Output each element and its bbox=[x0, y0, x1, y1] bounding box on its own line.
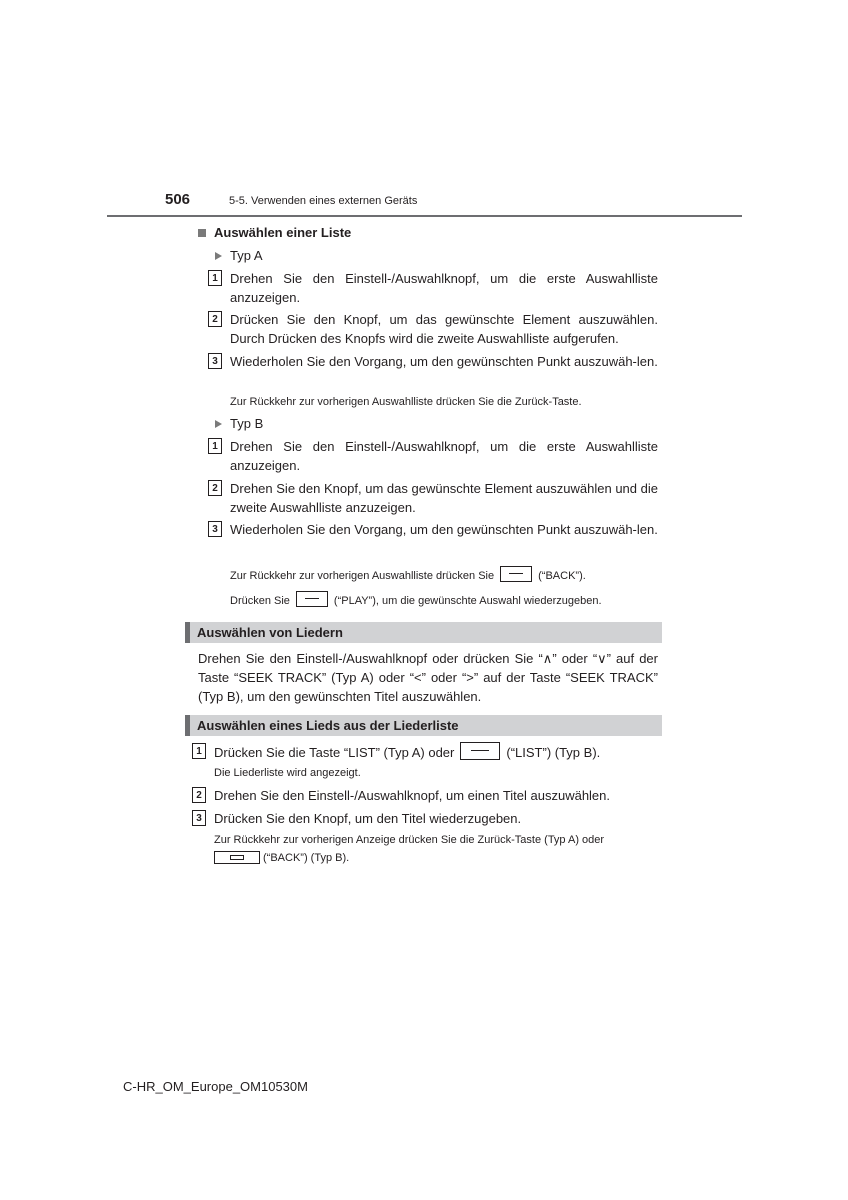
type-b-step-2 bbox=[208, 479, 658, 517]
step-text: Drücken Sie den Knopf, um den Titel wiederzugeben. bbox=[214, 811, 522, 826]
type-a-step-1 bbox=[208, 269, 658, 307]
note-text: Zur Rückkehr zur vorherigen Auswahlliste drücken Sie bbox=[230, 570, 495, 582]
step-text: Drehen Sie den Einstell-/Auswahlknopf, um einen Titel auszuwählen. bbox=[214, 788, 611, 803]
step-number-box: 3 bbox=[208, 353, 222, 369]
type-a-step-3 bbox=[208, 352, 658, 371]
step-text bbox=[214, 742, 662, 762]
list-subheading-text: Auswählen einer Liste bbox=[214, 225, 352, 240]
page-number: 506 bbox=[165, 191, 191, 208]
square-bullet-icon bbox=[198, 229, 206, 237]
songlist-step-2 bbox=[192, 786, 662, 805]
step-text: Drehen Sie den Einstell-/Auswahlknopf, um die erste Auswahlliste anzuzeigen. bbox=[230, 439, 658, 473]
back-button-icon bbox=[214, 851, 260, 864]
step-number-box: 3 bbox=[208, 521, 222, 537]
list-subheading bbox=[198, 225, 351, 240]
list-button-icon bbox=[460, 742, 500, 760]
note-text: (“BACK”). bbox=[538, 570, 586, 582]
step-number-box: 2 bbox=[192, 787, 206, 803]
step-text: Drücken Sie den Knopf, um das gewünschte Element auszuwählen. Durch Drücken des Knopfs wird die zweite Auswahlliste aufgerufen. bbox=[230, 312, 658, 346]
step-text: Drehen Sie den Einstell-/Auswahlknopf, um die erste Auswahlliste anzuzeigen. bbox=[230, 271, 658, 305]
triangle-bullet-icon bbox=[215, 420, 222, 428]
step-text-part: (“LIST”) (Typ B). bbox=[506, 745, 601, 760]
back-button-icon bbox=[500, 566, 532, 582]
type-b-note-back bbox=[230, 566, 586, 585]
document-code: C-HR_OM_Europe_OM10530M bbox=[123, 1079, 308, 1094]
songs-paragraph: Drehen Sie den Einstell-/Auswahlknopf oder drücken Sie “∧” oder “∨” auf der Taste “SEEK TRACK” (Typ A) oder “<” oder “>” auf der Taste “SEEK TRACK” (Typ B), um den gewünschten Titel auszuwählen. bbox=[198, 651, 658, 704]
step-number-box: 1 bbox=[192, 743, 206, 759]
songlist-step-3 bbox=[192, 809, 662, 828]
type-b-step-3 bbox=[208, 520, 658, 539]
type-b-label bbox=[215, 416, 263, 431]
songlist-section-heading: Auswählen eines Lieds aus der Liederliste bbox=[185, 715, 662, 736]
songlist-note-line-1: Zur Rückkehr zur vorherigen Anzeige drücken Sie die Zurück-Taste (Typ A) oder bbox=[214, 834, 605, 846]
note-text: (“PLAY”), um die gewünschte Auswahl wiederzugeben. bbox=[333, 595, 602, 607]
step-text: Wiederholen Sie den Vorgang, um den gewünschten Punkt auszuwäh-len. bbox=[230, 354, 658, 369]
step-number-box: 3 bbox=[192, 810, 206, 826]
type-a-label bbox=[215, 248, 263, 263]
step-number-box: 2 bbox=[208, 480, 222, 496]
type-b-step-1 bbox=[208, 437, 658, 475]
type-a-text: Typ A bbox=[230, 248, 263, 263]
step-text: Wiederholen Sie den Vorgang, um den gewünschten Punkt auszuwäh-len. bbox=[230, 522, 658, 537]
songlist-note-line-2 bbox=[214, 850, 349, 867]
step-text: Drehen Sie den Knopf, um das gewünschte Element auszuwählen und die zweite Auswahlliste anzuzeigen. bbox=[230, 481, 658, 515]
step-number-box: 1 bbox=[208, 438, 222, 454]
note-text: Drücken Sie bbox=[230, 595, 290, 607]
songs-section-heading: Auswählen von Liedern bbox=[185, 622, 662, 643]
play-button-icon bbox=[296, 591, 328, 607]
type-b-text: Typ B bbox=[230, 416, 264, 431]
step-text-part: Drücken Sie die Taste “LIST” (Typ A) oder bbox=[214, 745, 455, 760]
songlist-step-1 bbox=[192, 742, 662, 762]
note-text: (“BACK”) (Typ B). bbox=[263, 852, 350, 864]
songlist-step-1-note: Die Liederliste wird angezeigt. bbox=[214, 767, 361, 779]
step-number-box: 2 bbox=[208, 311, 222, 327]
step-number-box: 1 bbox=[208, 270, 222, 286]
header-divider bbox=[107, 215, 742, 217]
triangle-bullet-icon bbox=[215, 252, 222, 260]
type-a-step-2 bbox=[208, 310, 658, 348]
type-b-note-play bbox=[230, 591, 602, 610]
chapter-title: 5-5. Verwenden eines externen Geräts bbox=[229, 195, 418, 207]
type-a-note: Zur Rückkehr zur vorherigen Auswahlliste drücken Sie die Zurück-Taste. bbox=[230, 396, 582, 408]
